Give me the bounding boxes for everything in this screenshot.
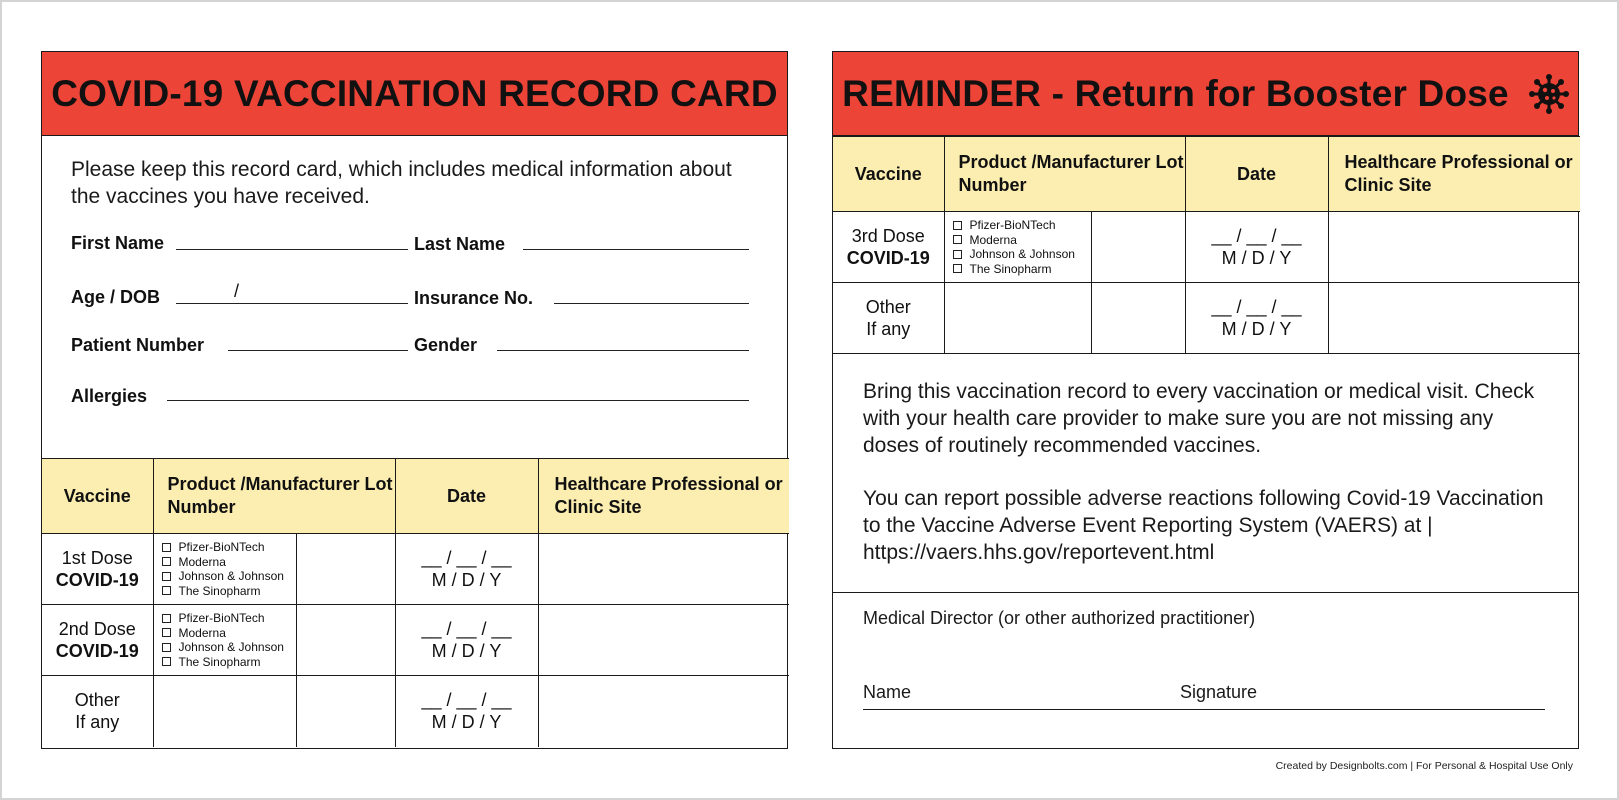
vaccine-table: [42, 458, 789, 747]
credit-text: Created by Designbolts.com | For Personal & Hospital Use Only: [1275, 760, 1573, 772]
allergies-field[interactable]: [167, 400, 749, 401]
dose-cell: Other If any: [42, 676, 153, 747]
lot-number-cell[interactable]: [296, 676, 395, 747]
header-date: Date: [395, 459, 538, 534]
last-name-label: Last Name: [414, 234, 506, 254]
checkbox-icon[interactable]: [162, 643, 171, 652]
checkbox-icon[interactable]: [953, 250, 962, 259]
header-site: Healthcare Professional or Clinic Site: [538, 459, 789, 534]
first-name-field[interactable]: [176, 249, 408, 250]
dose-cell: Other If any: [833, 283, 944, 354]
header-vaccine: Vaccine: [833, 137, 944, 212]
option-item[interactable]: Moderna: [162, 555, 296, 570]
option-item[interactable]: Pfizer-BioNTech: [162, 540, 296, 555]
date-cell[interactable]: __ / __ / __ M / D / Y: [395, 676, 538, 747]
first-name-label: First Name: [71, 233, 165, 253]
table-header-row: [833, 137, 1580, 212]
checkbox-icon[interactable]: [162, 657, 171, 666]
option-item[interactable]: The Sinopharm: [162, 655, 296, 670]
option-item[interactable]: The Sinopharm: [953, 262, 1091, 277]
vaers-report-text: You can report possible adverse reactions following Covid-19 Vaccination to the Vaccine Adverse Event Reporting System (VAERS) at | https://vaers.hhs.gov/reportevent.html: [863, 487, 1544, 564]
site-cell[interactable]: [1328, 283, 1580, 354]
signature-label: Signature: [1180, 682, 1258, 702]
option-item[interactable]: Pfizer-BioNTech: [162, 611, 296, 626]
patient-number-label: Patient Number: [71, 335, 205, 355]
age-dob-label: Age / DOB: [71, 287, 161, 307]
table-row: [833, 212, 1580, 283]
checkbox-icon[interactable]: [162, 614, 171, 623]
option-item[interactable]: Moderna: [162, 626, 296, 641]
checkbox-icon[interactable]: [162, 543, 171, 552]
dob-separator: /: [234, 281, 240, 301]
checkbox-icon[interactable]: [162, 628, 171, 637]
allergies-label: Allergies: [71, 386, 148, 406]
checkbox-icon[interactable]: [953, 264, 962, 273]
lot-number-cell[interactable]: [1091, 212, 1185, 283]
last-name-field[interactable]: [523, 249, 749, 250]
table-row: [42, 605, 789, 676]
lot-number-cell[interactable]: [1091, 283, 1185, 354]
gender-label: Gender: [414, 335, 478, 355]
product-cell: [944, 212, 1091, 283]
age-dob-field[interactable]: [176, 303, 408, 304]
table-row: [42, 676, 789, 747]
site-cell[interactable]: [538, 534, 789, 605]
gender-field[interactable]: [497, 350, 749, 351]
record-card: [41, 51, 788, 749]
header-vaccine: Vaccine: [42, 459, 153, 534]
product-cell: [153, 534, 296, 605]
dose-cell: 1st Dose COVID-19: [42, 534, 153, 605]
product-cell: [153, 605, 296, 676]
checkbox-icon[interactable]: [953, 235, 962, 244]
insurance-label: Insurance No.: [414, 288, 534, 308]
reminder-title-bar: [833, 52, 1578, 136]
checkbox-icon[interactable]: [162, 586, 171, 595]
header-product: Product /Manufacturer Lot Number: [153, 459, 395, 534]
reminder-title: REMINDER - Return for Booster Dose: [842, 72, 1509, 114]
table-header-row: [42, 459, 789, 534]
date-cell[interactable]: __ / __ / __ M / D / Y: [395, 605, 538, 676]
option-item[interactable]: Moderna: [953, 233, 1091, 248]
record-card-title: COVID-19 VACCINATION RECORD CARD: [42, 52, 787, 136]
name-label: Name: [863, 682, 912, 702]
site-cell[interactable]: [1328, 212, 1580, 283]
virus-icon: [1529, 74, 1569, 114]
intro-text: Please keep this record card, which includes medical information about the vaccines you have received.: [71, 158, 732, 208]
date-cell[interactable]: __ / __ / __ M / D / Y: [395, 534, 538, 605]
option-item[interactable]: The Sinopharm: [162, 584, 296, 599]
lot-number-cell[interactable]: [296, 534, 395, 605]
header-date: Date: [1185, 137, 1328, 212]
visit-reminder-text: Bring this vaccination record to every vaccination or medical visit. Check with your health care provider to make sure you are not missing any doses of routinely recommended vaccines.: [863, 380, 1535, 457]
insurance-field[interactable]: [554, 303, 749, 304]
checkbox-icon[interactable]: [162, 572, 171, 581]
option-item[interactable]: Johnson & Johnson: [162, 640, 296, 655]
header-site: Healthcare Professional or Clinic Site: [1328, 137, 1580, 212]
header-product: Product /Manufacturer Lot Number: [944, 137, 1185, 212]
section-divider: [833, 592, 1578, 593]
signature-field[interactable]: [863, 709, 1545, 710]
option-item[interactable]: Johnson & Johnson: [162, 569, 296, 584]
date-cell[interactable]: __ / __ / __ M / D / Y: [1185, 283, 1328, 354]
patient-number-field[interactable]: [228, 350, 408, 351]
checkbox-icon[interactable]: [162, 557, 171, 566]
site-cell[interactable]: [538, 676, 789, 747]
booster-table: [833, 136, 1580, 354]
date-cell[interactable]: __ / __ / __ M / D / Y: [1185, 212, 1328, 283]
reminder-card: [832, 51, 1579, 749]
checkbox-icon[interactable]: [953, 221, 962, 230]
option-item[interactable]: Johnson & Johnson: [953, 247, 1091, 262]
table-row: [42, 534, 789, 605]
product-cell[interactable]: [153, 676, 296, 747]
product-cell[interactable]: [944, 283, 1091, 354]
option-item[interactable]: Pfizer-BioNTech: [953, 218, 1091, 233]
table-row: [833, 283, 1580, 354]
site-cell[interactable]: [538, 605, 789, 676]
director-label: Medical Director (or other authorized practitioner): [863, 608, 1256, 628]
lot-number-cell[interactable]: [296, 605, 395, 676]
dose-cell: 2nd Dose COVID-19: [42, 605, 153, 676]
dose-cell: 3rd Dose COVID-19: [833, 212, 944, 283]
